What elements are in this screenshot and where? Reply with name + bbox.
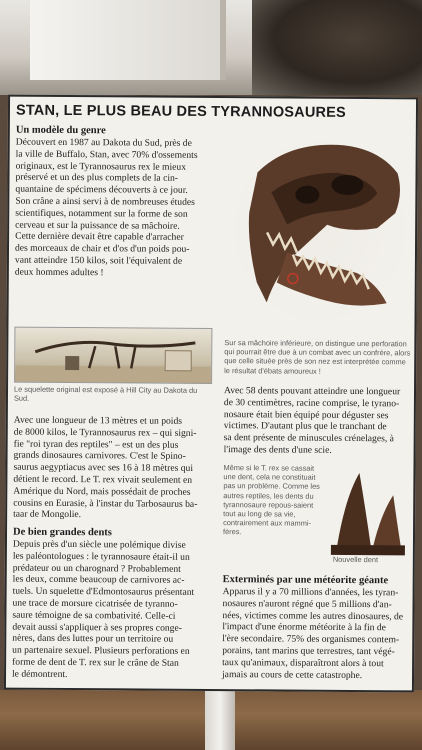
text-line: nosaures n'auront régné que 5 millions d'an- xyxy=(222,597,392,611)
text-line: scientifiques, notamment sur la forme de son xyxy=(15,207,188,220)
text-line: saure témoigne de sa combativité. Celle-ci xyxy=(12,609,176,622)
info-panel xyxy=(4,95,418,693)
text-line: saurus aegyptiacus avec ses 16 à 18 mètres qui xyxy=(13,461,194,475)
text-line: nées, victimes comme les autres dinosaures, de xyxy=(222,609,404,622)
text-line: forme de dent de T. rex sur le crâne de Stan xyxy=(12,656,179,669)
text-line: l'image des dents d'une scie. xyxy=(223,444,332,456)
teeth-photo xyxy=(327,467,408,568)
trex-skull-photo xyxy=(226,132,413,329)
text-line: Cette dernière devait être capable d'arracher xyxy=(15,231,184,244)
section-heading: Un modèle du genre xyxy=(15,124,106,137)
text-line: victimes. D'autant plus que le tranchant de xyxy=(223,420,387,433)
section-un-modele xyxy=(15,125,221,280)
section-body xyxy=(15,137,221,280)
text-line: devait aussi s'appliquer à ses propres conge- xyxy=(12,621,182,634)
section-body xyxy=(12,539,218,682)
fossil-exhibit-background xyxy=(252,0,422,95)
text-line: l'ère secondaire. 75% des organismes contem- xyxy=(222,633,400,646)
text-line: cerveau et sur la puissance de sa mâchoire. xyxy=(15,219,180,232)
section-longueur xyxy=(13,415,219,523)
section-body xyxy=(13,415,219,523)
teeth-label xyxy=(333,555,409,565)
text-line: taar de Mongolie. xyxy=(13,508,82,521)
teeth-caption xyxy=(223,463,324,537)
text-line: les paléontologues : le tyrannosaure était-il un xyxy=(12,550,190,563)
section-dents xyxy=(224,385,412,457)
text-line: préservé et un des plus complets de la cin- xyxy=(15,172,179,185)
caption-text: Nouvelle dent xyxy=(332,554,379,565)
text-line: Depuis près d'un siècle une polémique divise xyxy=(12,538,186,551)
display-stand-post xyxy=(205,690,235,750)
panel-title: STAN, LE PLUS BEAU DES TYRANNOSAURES xyxy=(15,102,347,121)
text-line: sa dent présente de minuscules crénelages, à xyxy=(223,432,394,445)
text-line: cousins en Eurasie, à l'instar du Tarbosaurus ba- xyxy=(13,497,198,510)
text-line: Amérique du Nord, mais possédait de proches xyxy=(13,485,191,498)
text-line: tuels. Un squelette d'Edmontosaurus présentant xyxy=(12,585,195,599)
text-line: originaux, est le Tyrannosaurus rex le mieux xyxy=(15,160,187,173)
text-line: une trace de morsure cicatrisée de tyranno- xyxy=(12,597,178,610)
skeleton-caption xyxy=(14,385,214,405)
caption-text: Même si le T. rex se cassait une dent, cela ne constituait pas un problème. Comme les autres reptiles, les dents du tyrannosaure repous-saient tout au long de sa vie, contrairement aux mammi-fères. xyxy=(223,463,320,537)
section-body xyxy=(224,385,412,457)
text-line: Son crâne a ainsi servi à de nombreuses études xyxy=(15,195,195,208)
text-line: grands dinosaures carnivores. C'est le Spino- xyxy=(13,450,186,463)
text-line: prédateur ou un charognard ? Probablement xyxy=(12,562,181,575)
text-line: vant atteindre 150 kilos, soit l'équivalent de xyxy=(14,254,183,267)
caption-text: Sur sa mâchoire inférieure, on distingue une perforation qui pourrait être due à un combat avec un confrère, alors que celle située près de son nez est interprétée comme le résultat d'ébats amoureux ! xyxy=(224,338,411,376)
section-meteorite xyxy=(222,574,411,682)
text-line: les deux, comme beaucoup de carnivores ac- xyxy=(12,574,185,587)
text-line: fie "roi tyran des reptiles" – est un des plus xyxy=(13,438,179,451)
text-line: détient le record. Le T. rex vivait seulement en xyxy=(13,473,193,486)
text-line: jamais au cours de cette catastrophe. xyxy=(222,668,363,681)
text-line: la ville de Buffalo, Stan, avec 70% d'ossements xyxy=(15,148,198,161)
section-heading: Exterminés par une météorite géante xyxy=(222,574,389,587)
text-line: quantaine de spécimens découverts à ce jour. xyxy=(15,183,188,197)
text-line: de 8000 kilos, le Tyrannosaurus rex – qui signi- xyxy=(13,426,197,439)
skeleton-photo xyxy=(14,327,212,384)
text-line: nosaure était bien équipé pour déguster ses xyxy=(223,408,389,421)
text-line: porains, tant marins que terrestres, tant végé- xyxy=(222,645,395,658)
text-line: l'impact d'une énorme météorite à la fin de xyxy=(222,621,386,634)
text-line: un partenaire sexuel. Plusieurs perforations en xyxy=(12,644,190,658)
section-grandes-dents xyxy=(12,527,218,682)
museum-window xyxy=(30,0,226,80)
section-heading: De bien grandes dents xyxy=(12,526,112,539)
text-line: Avec 58 dents pouvant atteindre une longueur xyxy=(223,385,401,398)
text-line: taux qu'animaux, disparaîtront alors à tout xyxy=(222,656,384,669)
text-line: le démontrent. xyxy=(11,668,68,680)
text-line: de 30 centimètres, racine comprise, le tyrano- xyxy=(223,396,400,410)
text-line: nères, dans des luttes pour un territoire ou xyxy=(12,632,174,646)
skeleton-icon xyxy=(15,328,211,383)
caption-text: Le squelette original est exposé à Hill City au Dakota du Sud. xyxy=(13,384,198,403)
section-body xyxy=(222,586,411,682)
text-line: Apparus il y a 70 millions d'années, les tyran- xyxy=(222,586,399,599)
text-line: Avec une longueur de 13 mètres et un poids xyxy=(13,414,183,427)
text-line: Découvert en 1987 au Dakota du Sud, près de xyxy=(15,136,192,149)
text-line: deux hommes adultes ! xyxy=(14,266,104,279)
text-line: des morceaux de chair et d'os d'un poids pou- xyxy=(14,242,190,256)
tooth-icon xyxy=(327,467,408,558)
skull-caption xyxy=(224,338,412,376)
trex-skull-icon xyxy=(226,132,413,329)
